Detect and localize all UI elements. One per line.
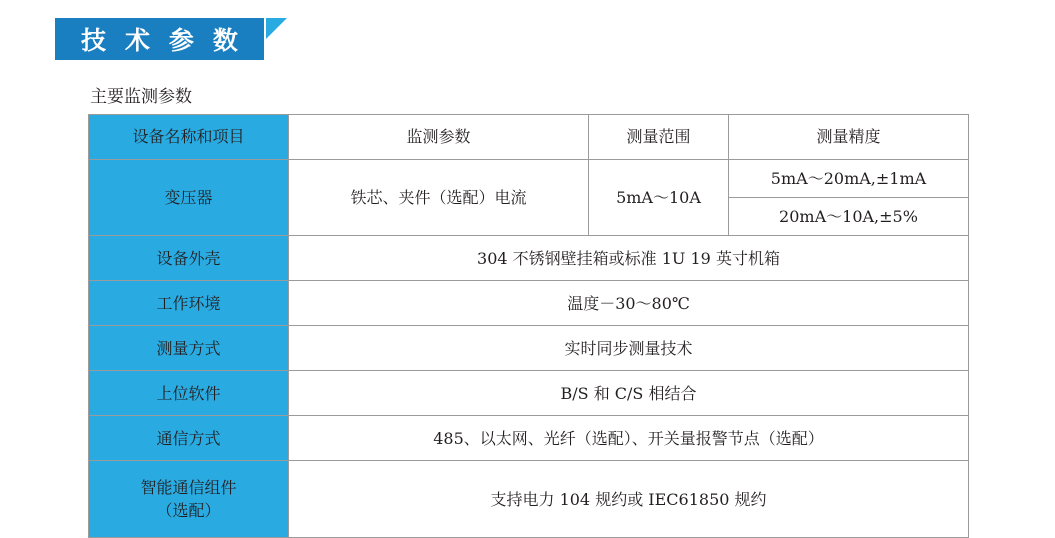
row-label-measurement: 测量方式 [89, 326, 289, 371]
row-label-smart-module-line2: （选配） [156, 501, 221, 521]
banner-title: 技 术 参 数 [55, 18, 264, 60]
cell-measurement-value: 实时同步测量技术 [289, 326, 969, 371]
table-header-cell: 测量精度 [729, 115, 969, 160]
cell-range: 5mA～10A [589, 160, 729, 236]
spec-table-wrapper [88, 114, 968, 538]
table-row [89, 281, 969, 326]
cell-environment-value: 温度－30～80℃ [289, 281, 969, 326]
section-banner [55, 18, 287, 60]
table-header-cell: 监测参数 [289, 115, 589, 160]
row-label-smart-module [89, 461, 289, 538]
row-label-communication: 通信方式 [89, 416, 289, 461]
table-row [89, 160, 969, 198]
cell-accuracy-2: 20mA～10A,±5% [729, 198, 969, 236]
cell-accuracy-1: 5mA～20mA,±1mA [729, 160, 969, 198]
table-row [89, 326, 969, 371]
row-label-transformer: 变压器 [89, 160, 289, 236]
table-row [89, 461, 969, 538]
table-row [89, 371, 969, 416]
table-header-cell: 测量范围 [589, 115, 729, 160]
banner-arrow-icon [266, 18, 287, 60]
row-label-enclosure: 设备外壳 [89, 236, 289, 281]
spec-table [88, 114, 969, 538]
table-row [89, 236, 969, 281]
cell-enclosure-value: 304 不锈钢壁挂箱或标准 1U 19 英寸机箱 [289, 236, 969, 281]
row-label-smart-module-line1: 智能通信组件 [140, 478, 237, 498]
cell-software-value: B/S 和 C/S 相结合 [289, 371, 969, 416]
cell-smart-module-value: 支持电力 104 规约或 IEC61850 规约 [289, 461, 969, 538]
table-caption: 主要监测参数 [90, 87, 192, 107]
table-header-cell: 设备名称和项目 [89, 115, 289, 160]
row-label-software: 上位软件 [89, 371, 289, 416]
row-label-environment: 工作环境 [89, 281, 289, 326]
table-row [89, 115, 969, 160]
cell-communication-value: 485、以太网、光纤（选配）、开关量报警节点（选配） [289, 416, 969, 461]
table-row [89, 416, 969, 461]
cell-param: 铁芯、夹件（选配）电流 [289, 160, 589, 236]
